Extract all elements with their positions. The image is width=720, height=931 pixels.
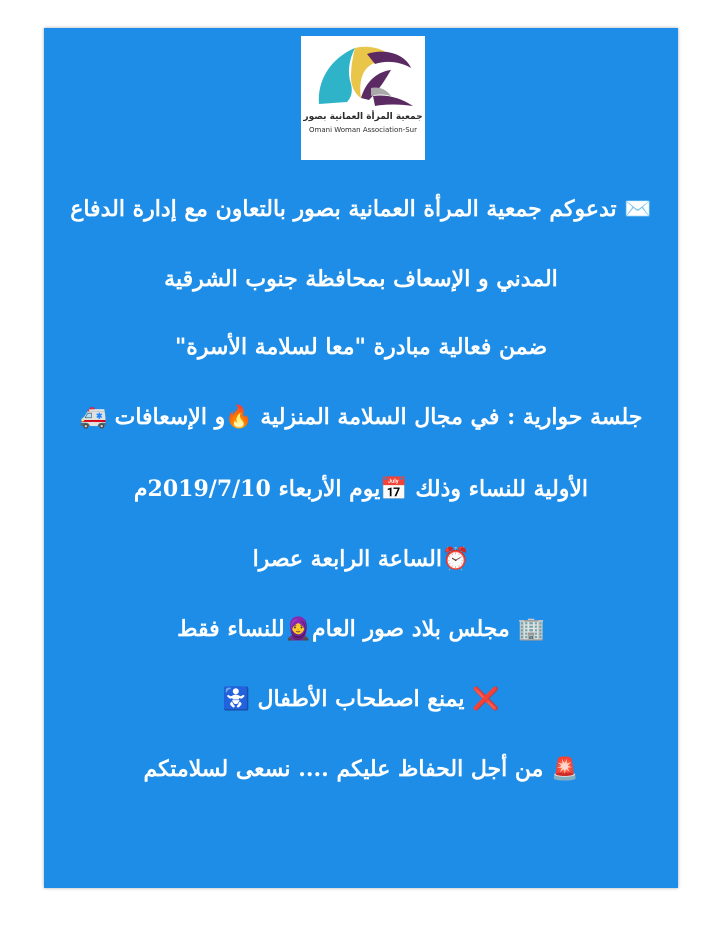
line-5-text-a: الأولية للنساء وذلك bbox=[407, 476, 589, 502]
line-8-text: يمنع اصطحاب الأطفال bbox=[249, 686, 473, 712]
baby-symbol-icon: 🚼 bbox=[222, 687, 250, 712]
invitation-line-9 bbox=[44, 753, 678, 786]
line-4-text-a: جلسة حوارية : في مجال السلامة المنزلية bbox=[252, 404, 643, 430]
siren-icon: 🚨 bbox=[551, 757, 579, 782]
ambulance-icon: 🚑 bbox=[79, 405, 107, 430]
line-9-text: من أجل الحفاظ عليكم .... نسعى لسلامتكم bbox=[143, 756, 552, 782]
office-building-icon: 🏢 bbox=[517, 617, 545, 642]
invitation-line-4 bbox=[44, 401, 678, 434]
line-4-text-b: و الإسعافات bbox=[106, 404, 226, 430]
line-5-text-b: يوم الأربعاء 2019/7/10م bbox=[133, 476, 381, 502]
line-1-text: تدعوكم جمعية المرأة العمانية بصور بالتعاون مع إدارة الدفاع bbox=[70, 196, 617, 222]
line-7-text-a: مجلس بلاد صور العام bbox=[312, 616, 518, 642]
line-7-text-b: للنساء فقط bbox=[177, 616, 285, 642]
invitation-line-3 bbox=[44, 331, 678, 363]
invitation-line-6 bbox=[44, 543, 678, 576]
envelope-icon: ✉️ bbox=[624, 197, 652, 222]
association-logo bbox=[301, 36, 425, 160]
fire-icon: 🔥 bbox=[225, 405, 253, 430]
line-2-text: المدني و الإسعاف بمحافظة جنوب الشرقية bbox=[164, 266, 558, 292]
invitation-line-7 bbox=[44, 613, 678, 646]
logo-english-name: Omani Woman Association-Sur bbox=[309, 126, 417, 134]
invitation-line-2 bbox=[44, 263, 678, 295]
invitation-line-1 bbox=[44, 193, 678, 226]
invitation-line-8 bbox=[44, 683, 678, 716]
invitation-poster bbox=[44, 28, 678, 888]
line-3-text: ضمن فعالية مبادرة "معا لسلامة الأسرة" bbox=[174, 334, 548, 360]
cross-mark-icon: ❌ bbox=[472, 687, 500, 712]
alarm-clock-icon: ⏰ bbox=[442, 547, 470, 572]
line-6-text: الساعة الرابعة عصرا bbox=[252, 546, 443, 572]
logo-arabic-name: جمعية المرأة العمانية بصور bbox=[303, 112, 423, 122]
woman-headscarf-icon: 🧕 bbox=[284, 617, 313, 642]
calendar-icon: 📅 bbox=[380, 477, 408, 502]
logo-emblem bbox=[301, 36, 425, 160]
invitation-line-5 bbox=[44, 473, 678, 506]
